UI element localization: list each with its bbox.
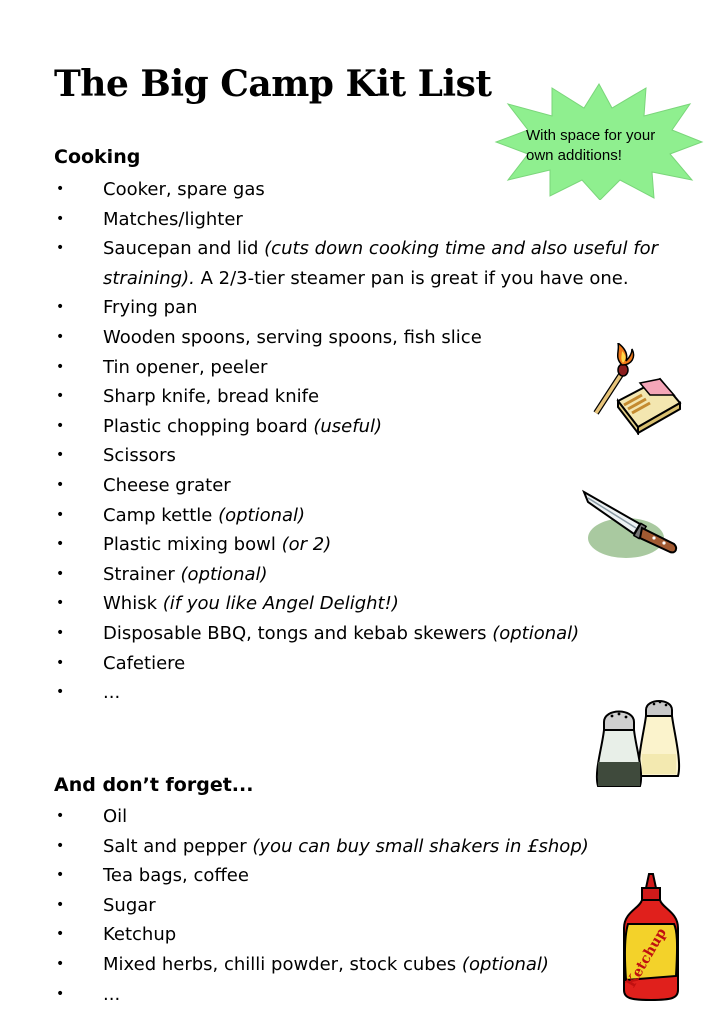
dont-forget-heading: And don’t forget... <box>54 774 254 796</box>
salt-pepper-icon <box>590 692 682 792</box>
callout-text <box>526 126 706 166</box>
list-item: • Oil <box>54 802 674 832</box>
callout-line-2: own additions! <box>526 147 622 164</box>
list-item: • Wooden spoons, serving spoons, fish slice <box>54 323 674 353</box>
matches-icon <box>588 343 684 435</box>
knife-icon <box>582 486 680 562</box>
list-item: • Sugar <box>54 891 674 921</box>
list-item: • Saucepan and lid (cuts down cooking time and also useful for straining). A 2/3-tier steamer pan is great if you have one. <box>54 234 674 293</box>
list-item: • Ketchup <box>54 920 674 950</box>
list-item: • Sharp knife, bread knife <box>54 382 674 412</box>
list-item: • Scissors <box>54 441 674 471</box>
page-title: The Big Camp Kit List <box>54 63 492 105</box>
list-item: • Salt and pepper (you can buy small shakers in £shop) <box>54 832 674 862</box>
list-item: • Disposable BBQ, tongs and kebab skewers (optional) <box>54 619 674 649</box>
list-item: • Plastic chopping board (useful) <box>54 412 674 442</box>
cooking-list <box>54 175 674 708</box>
list-item: • Cheese grater <box>54 471 674 501</box>
dont-forget-list <box>54 802 674 1009</box>
list-item: • Matches/lighter <box>54 205 674 235</box>
list-item: • Cafetiere <box>54 649 674 679</box>
list-item: • Camp kettle (optional) <box>54 501 674 531</box>
ketchup-label: Ketchup <box>623 925 670 991</box>
list-item: • Tin opener, peeler <box>54 353 674 383</box>
callout-line-1: With space for your <box>526 127 656 144</box>
ketchup-bottle-icon <box>616 872 686 1002</box>
list-item: • Whisk (if you like Angel Delight!) <box>54 589 674 619</box>
list-item: • Cooker, spare gas <box>54 175 674 205</box>
cooking-heading: Cooking <box>54 146 141 168</box>
list-item: • Plastic mixing bowl (or 2) <box>54 530 674 560</box>
list-item: • Strainer (optional) <box>54 560 674 590</box>
list-item: • ... <box>54 678 674 708</box>
list-item: • ... <box>54 980 674 1010</box>
list-item: • Mixed herbs, chilli powder, stock cubes (optional) <box>54 950 674 980</box>
list-item: • Frying pan <box>54 293 674 323</box>
list-item: • Tea bags, coffee <box>54 861 674 891</box>
